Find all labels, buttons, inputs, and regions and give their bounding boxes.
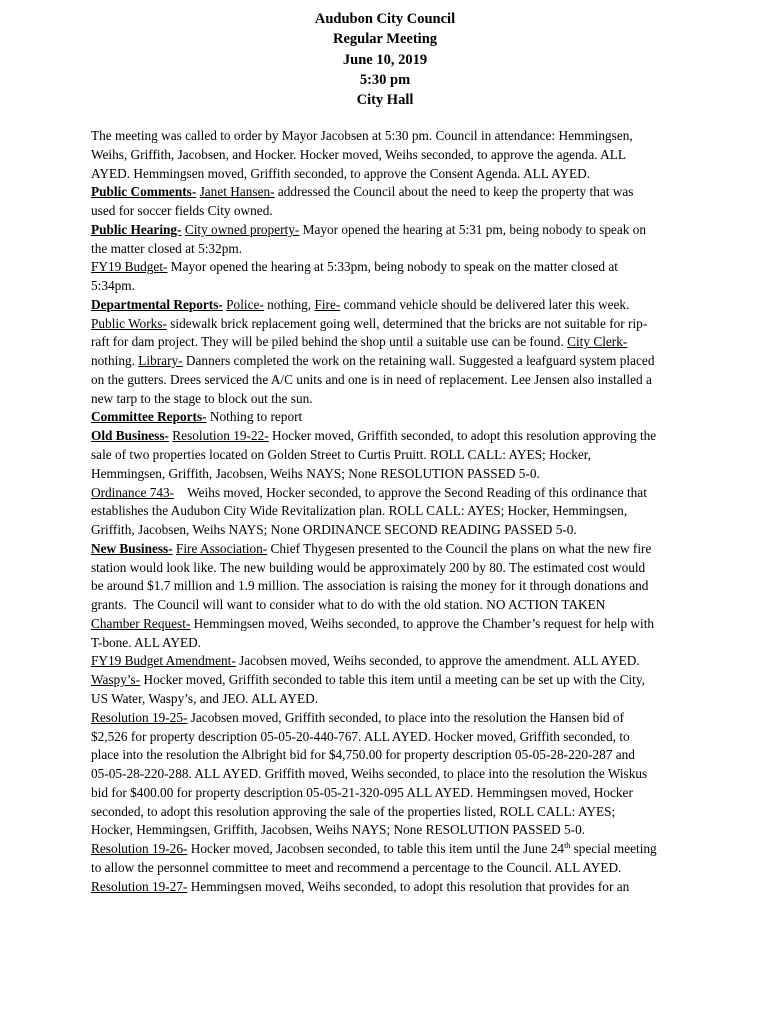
public-comments-heading: Public Comments- <box>91 184 197 200</box>
fire-association-line-2: station would look like. The new building would be approximately 200 by 80. The estimated cost would <box>91 559 646 575</box>
waspys-text: Hocker moved, Griffith seconded to table this item until a meeting can be set up with the City, <box>140 672 645 688</box>
library-label: Library- <box>138 353 183 369</box>
committee-reports-heading: Committee Reports- <box>91 409 207 425</box>
public-comments-line <box>91 183 691 202</box>
police-label: Police- <box>226 296 264 312</box>
ordinance-743-label: Ordinance 743- <box>91 484 175 500</box>
waspys-line <box>91 671 691 690</box>
departmental-reports-line <box>91 296 691 315</box>
police-text: nothing, <box>263 296 315 312</box>
committee-reports-text: Nothing to report <box>206 409 303 425</box>
departmental-reports-heading: Departmental Reports- <box>91 296 223 312</box>
ordinance-743-line-3: Griffith, Jacobsen, Weihs NAYS; None ORDINANCE SECOND READING PASSED 5-0. <box>91 522 577 538</box>
ordinance-743-line <box>91 484 691 503</box>
fire-association-text: Chief Thygesen presented to the Council the plans on what the new fire <box>267 540 652 556</box>
fire-text: command vehicle should be delivered later this week. <box>340 296 630 312</box>
public-comments-line-2: used for soccer fields City owned. <box>91 203 273 219</box>
public-works-label: Public Works- <box>91 315 167 331</box>
fy19-budget-text: Mayor opened the hearing at 5:33pm, being nobody to speak on the matter closed at <box>167 259 618 275</box>
public-comments-name: Janet Hansen- <box>199 184 275 200</box>
library-line-2: on the gutters. Drees serviced the A/C units and one is in need of replacement. Lee Jensen also installed a <box>91 371 652 387</box>
resolution-19-25-line-6: seconded, to adopt this resolution approving the sale of the properties listed, ROLL CALL: AYES; <box>91 803 616 819</box>
resolution-19-27-line <box>91 878 691 897</box>
public-comments-text: addressed the Council about the need to keep the property that was <box>274 184 634 200</box>
opening-line-2: Weihs, Griffith, Jacobsen, and Hocker. Hocker moved, Weihs seconded, to approve the agenda. ALL <box>91 146 626 162</box>
library-text: Danners completed the work on the retaining wall. Suggested a leafguard system placed <box>182 353 655 369</box>
opening-line-1: The meeting was called to order by Mayor Jacobsen at 5:30 pm. Council in attendance: Hemmingsen, <box>91 128 633 143</box>
waspys-label: Waspy’s- <box>91 672 141 688</box>
public-works-line-2 <box>91 333 691 352</box>
document-header <box>0 9 770 110</box>
new-business-heading: New Business- <box>91 540 173 556</box>
public-hearing-line-2: the matter closed at 5:32pm. <box>91 240 243 256</box>
fire-label: Fire- <box>314 296 341 312</box>
fire-association-label: Fire Association- <box>175 540 268 556</box>
chamber-request-line-2: T-bone. ALL AYED. <box>91 634 202 650</box>
chamber-request-line <box>91 615 691 634</box>
public-hearing-text: Mayor opened the hearing at 5:31 pm, being nobody to speak on <box>299 221 647 237</box>
waspys-line-2: US Water, Waspy’s, and JEO. ALL AYED. <box>91 690 319 706</box>
meeting-time: 5:30 pm <box>359 71 411 88</box>
committee-reports-line <box>91 408 691 427</box>
resolution-19-26-text-end: special meeting <box>570 841 657 857</box>
resolution-19-26-line-2: to allow the personnel committee to meet and recommend a percentage to the Council. ALL AYED. <box>91 859 622 875</box>
resolution-19-26-line <box>91 840 691 859</box>
meeting-type: Regular Meeting <box>332 31 438 48</box>
resolution-19-22-text: Hocker moved, Griffith seconded, to adopt this resolution approving the <box>268 428 657 444</box>
resolution-19-25-line-7: Hocker, Hemmingsen, Griffith, Jacobsen, Weihs NAYS; None RESOLUTION PASSED 5-0. <box>91 822 586 838</box>
fire-association-line-3: be around $1.7 million and 1.9 million. The association is raising the money for it through donations and <box>91 578 649 594</box>
budget-amendment-text: Jacobsen moved, Weihs seconded, to approve the amendment. ALL AYED. <box>235 653 640 669</box>
resolution-19-25-line <box>91 709 691 728</box>
fy19-budget-line <box>91 258 691 277</box>
resolution-19-22-label: Resolution 19-22- <box>172 428 269 444</box>
opening-line-3: AYED. Hemmingsen moved, Griffith seconded, to approve the Consent Agenda. ALL AYED. <box>91 165 591 181</box>
public-hearing-item: City owned property- <box>184 221 300 237</box>
budget-amendment-line <box>91 652 691 671</box>
minutes-body <box>91 127 691 896</box>
library-line-3: new tarp to the stage to block out the sun. <box>91 390 313 406</box>
ordinance-743-line-2: establishes the Audubon City Wide Revitalization plan. ROLL CALL: AYES; Hocker, Hemmingsen, <box>91 503 628 519</box>
council-title: Audubon City Council <box>314 11 456 27</box>
resolution-19-25-text: Jacobsen moved, Griffith seconded, to place into the resolution the Hansen bid of <box>187 709 625 725</box>
fy19-budget-line-2: 5:34pm. <box>91 278 135 294</box>
fire-association-line-4: grants. The Council will want to consider what to do with the old station. NO ACTION TAKEN <box>91 597 606 613</box>
resolution-19-22-line-3: Hemmingsen, Griffith, Jacobsen, Weihs NAYS; None RESOLUTION PASSED 5-0. <box>91 465 540 481</box>
public-works-text-2: raft for dam project. They will be piled behind the shop until a suitable use can be found. <box>91 334 568 350</box>
city-clerk-label: City Clerk- <box>567 334 628 350</box>
budget-amendment-label: FY19 Budget Amendment- <box>91 653 236 669</box>
resolution-19-27-label: Resolution 19-27- <box>91 878 188 894</box>
city-clerk-text: nothing. <box>91 353 139 369</box>
meeting-date: June 10, 2019 <box>342 51 428 68</box>
ordinal-suffix: th <box>564 841 571 851</box>
resolution-19-25-line-5: bid for $400.00 for property description 05-05-21-320-095 ALL AYED. Hemmingsen moved, Hocker <box>91 784 633 800</box>
resolution-19-25-label: Resolution 19-25- <box>91 709 188 725</box>
resolution-19-25-line-3: place into the resolution the Albright bid for $4,750.00 for property description 05-05-28-220-287 and <box>91 747 635 763</box>
new-business-line <box>91 540 691 559</box>
old-business-heading: Old Business- <box>91 428 169 444</box>
meeting-location: City Hall <box>356 92 414 109</box>
fy19-budget-label: FY19 Budget- <box>91 259 168 275</box>
public-works-text: sidewalk brick replacement going well, determined that the bricks are not suitable for rip- <box>166 315 648 331</box>
chamber-request-text: Hemmingsen moved, Weihs seconded, to approve the Chamber’s request for help with <box>190 615 655 631</box>
resolution-19-22-line-2: sale of two properties located on Golden Street to Curtis Pruitt. ROLL CALL: AYES; Hocker, <box>91 447 591 463</box>
resolution-19-26-label: Resolution 19-26- <box>91 841 188 857</box>
public-hearing-heading: Public Hearing- <box>91 221 182 237</box>
chamber-request-label: Chamber Request- <box>91 615 191 631</box>
resolution-19-25-line-4: 05-05-28-220-288. ALL AYED. Griffith moved, Weihs seconded, to place into the resolution the Wiskus <box>91 766 648 782</box>
ordinance-743-text: Weihs moved, Hocker seconded, to approve the Second Reading of this ordinance that <box>174 484 647 500</box>
resolution-19-25-line-2: $2,526 for property description 05-05-20-440-767. ALL AYED. Hocker moved, Griffith seconded, to <box>91 728 630 744</box>
public-works-line <box>91 315 691 334</box>
resolution-19-26-text: Hocker moved, Jacobsen seconded, to table this item until the June 24 <box>187 841 565 857</box>
library-line <box>91 352 691 371</box>
old-business-line <box>91 427 691 446</box>
public-hearing-line <box>91 221 691 240</box>
resolution-19-27-text: Hemmingsen moved, Weihs seconded, to adopt this resolution that provides for an <box>187 878 630 894</box>
